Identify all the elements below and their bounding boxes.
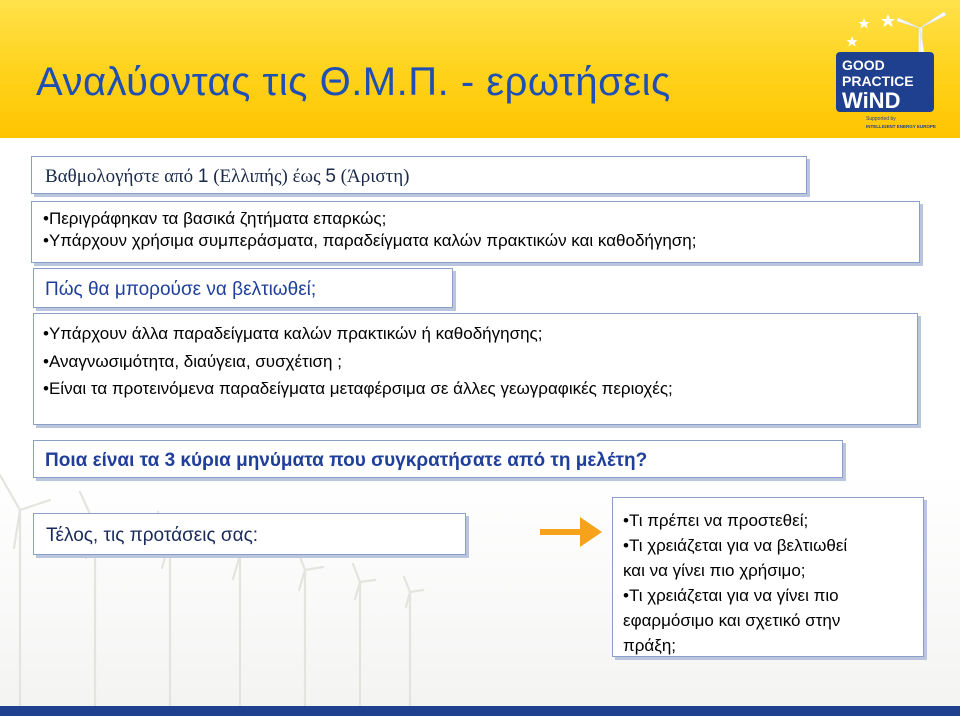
good-practice-wind-logo xyxy=(826,8,954,136)
improve-item: • Υπάρχουν άλλα παραδείγματα καλών πρακτικών ή καθοδήγησης; xyxy=(43,320,673,348)
proposal-line: εφαρμόσιμο και σχετικό στην xyxy=(623,611,841,630)
proposal-line: πράξη; xyxy=(623,636,677,655)
rating-connector: έως xyxy=(292,166,326,187)
improve-item: • Είναι τα προτεινόμενα παραδείγματα μεταφέρσιμα σε άλλες γεωγραφικές περιοχές; xyxy=(43,375,673,403)
proposals-detail-list xyxy=(623,508,847,658)
rating-high-label: (Άριστη) xyxy=(335,166,410,187)
footer-band xyxy=(0,706,960,716)
proposal-line: •Τι χρειάζεται για να βελτιωθεί xyxy=(623,536,848,555)
logo-line-practice: PRACTICE xyxy=(842,73,914,89)
improve-heading: Πώς θα μπορούσε να βελτιωθεί; xyxy=(45,279,317,300)
proposal-line: •Τι πρέπει να προστεθεί; xyxy=(623,511,809,530)
rating-low-value: 1 xyxy=(197,166,209,187)
logo-supported-by: Supported by xyxy=(866,116,896,122)
logo-line-wind: WiND xyxy=(842,88,901,113)
proposals-heading: Τέλος, τις προτάσεις σας: xyxy=(46,525,259,546)
slide-title: Αναλύοντας τις Θ.Μ.Π. - ερωτήσεις xyxy=(36,60,671,104)
question-item: • Υπάρχουν χρήσιμα συμπεράσματα, παραδείγματα καλών πρακτικών και καθοδήγηση; xyxy=(43,230,696,252)
logo-line-good: GOOD xyxy=(842,57,885,73)
improve-item: • Αναγνωσιμότητα, διαύγεια, συσχέτιση ; xyxy=(43,348,673,376)
question-item: • Περιγράφηκαν τα βασικά ζητήματα επαρκώς; xyxy=(43,208,696,230)
key-messages-heading: Ποια είναι τα 3 κύρια μηνύματα που συγκρατήσατε από τη μελέτη? xyxy=(45,450,648,471)
logo-program: INTELLIGENT ENERGY EUROPE xyxy=(866,124,936,129)
rating-instruction xyxy=(45,166,409,188)
arrow-right-icon xyxy=(540,515,604,549)
questions-list xyxy=(43,208,696,251)
improve-details-list xyxy=(43,320,673,403)
rating-high-value: 5 xyxy=(325,166,336,187)
wind-turbine-logo-icon xyxy=(826,8,954,136)
rating-low-label: (Ελλιπής) xyxy=(208,166,293,187)
proposal-line: και να γίνει πιο χρήσιμο; xyxy=(623,561,806,580)
proposal-line: •Τι χρειάζεται για να γίνει πιο xyxy=(623,586,839,605)
rating-prefix: Βαθμολογήστε από xyxy=(45,166,198,187)
